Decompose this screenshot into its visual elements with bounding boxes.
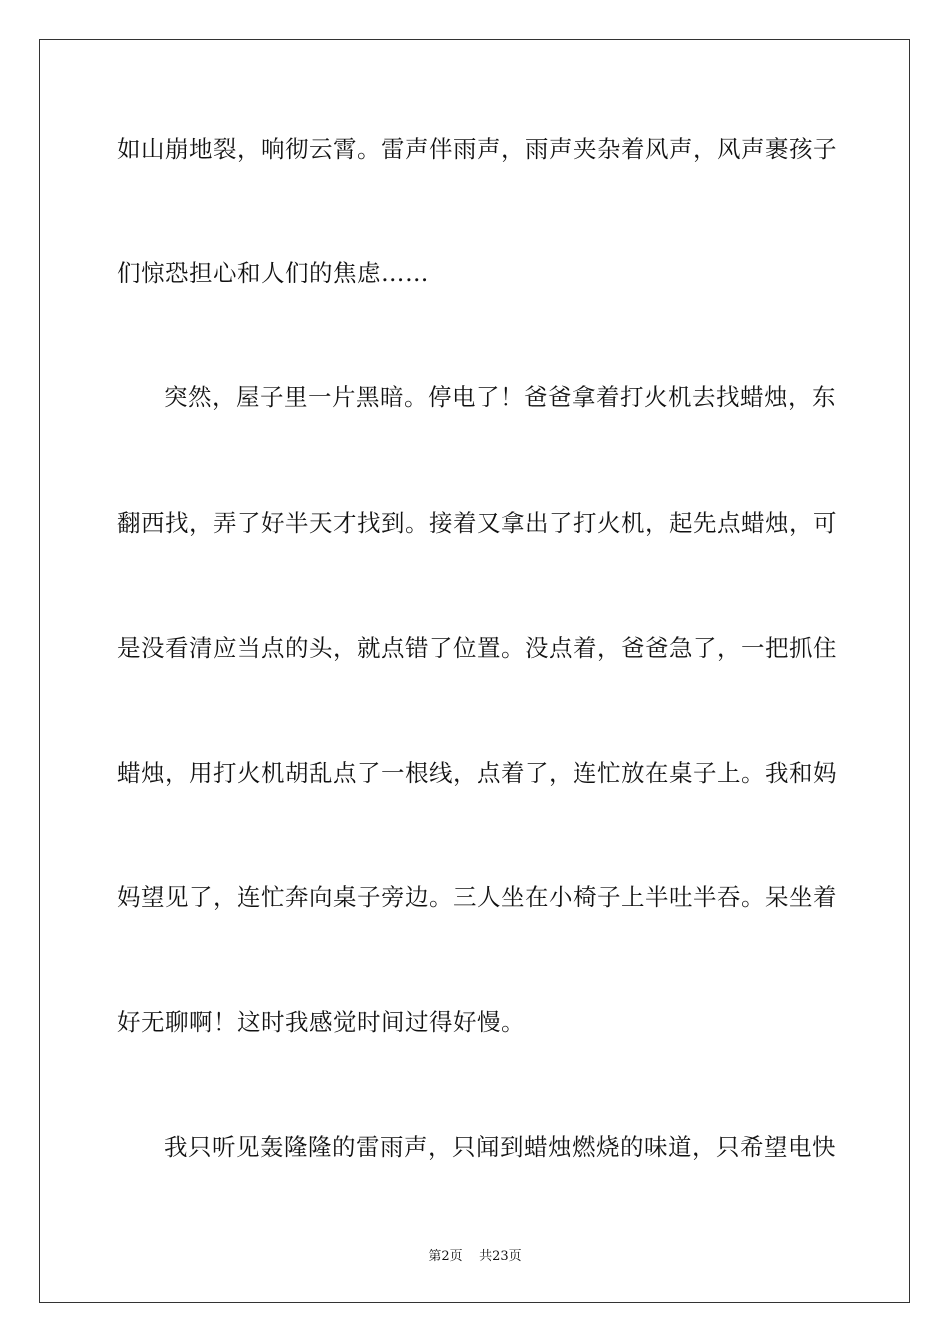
- text-line-4: 翻西找，弄了好半天才找到。接着又拿出了打火机，起先点蜡烛，可: [117, 509, 837, 537]
- page-border: [39, 39, 910, 1303]
- text-line-9: 我只听见轰隆隆的雷雨声，只闻到蜡烛燃烧的味道，只希望电快: [164, 1133, 836, 1161]
- text-line-3: 突然，屋子里一片黑暗。停电了！爸爸拿着打火机去找蜡烛，东: [164, 383, 836, 411]
- text-line-2: 们惊恐担心和人们的焦虑……: [117, 259, 429, 287]
- text-line-7: 妈望见了，连忙奔向桌子旁边。三人坐在小椅子上半吐半吞。呆坐着: [117, 883, 837, 911]
- text-line-8: 好无聊啊！这时我感觉时间过得好慢。: [117, 1008, 525, 1036]
- text-line-5: 是没看清应当点的头，就点错了位置。没点着，爸爸急了，一把抓住: [117, 634, 837, 662]
- text-line-1: 如山崩地裂，响彻云霄。雷声伴雨声，雨声夹杂着风声，风声裹孩子: [117, 135, 837, 163]
- page-footer: 第2页 共23页: [428, 1249, 522, 1264]
- text-line-6: 蜡烛，用打火机胡乱点了一根线，点着了，连忙放在桌子上。我和妈: [117, 759, 837, 787]
